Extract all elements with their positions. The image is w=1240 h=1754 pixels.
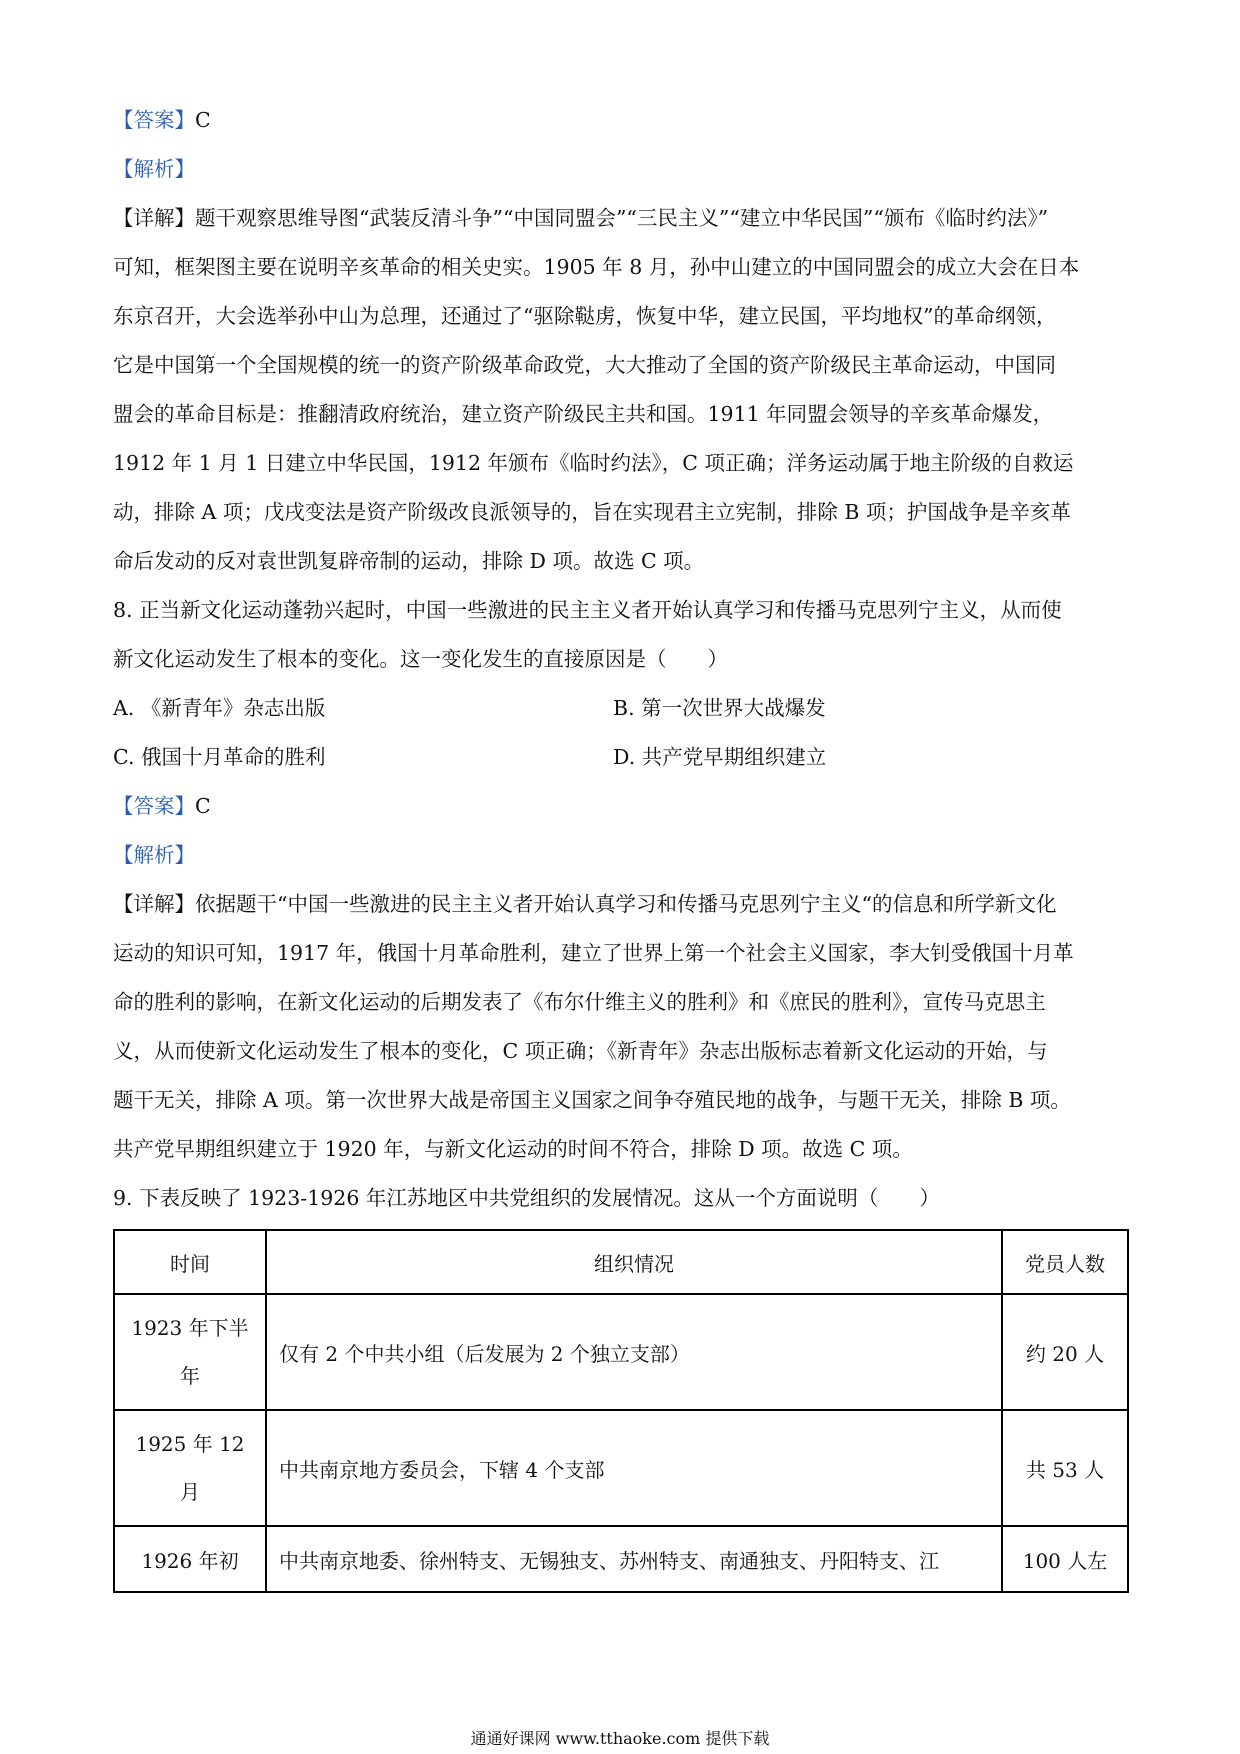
question-9: 9. 下表反映了 1923-1926 年江苏地区中共党组织的发展情况。这从一个方面说明（ ） [113,1186,940,1210]
detail-line: 运动的知识可知，1917 年，俄国十月革命胜利，建立了世界上第一个社会主义国家，李大钊受俄国十月革 [113,941,1074,965]
detail-line: 可知，框架图主要在说明辛亥革命的相关史实。1905 年 8 月，孙中山建立的中国同盟会的成立大会在日本 [113,255,1080,279]
detail-line: 【详解】题干观察思维导图“武装反清斗争”“中国同盟会”“三民主义”“建立中华民国”“颁布《临时约法》” [113,206,1049,230]
cell-text: 1923 年下半 [131,1316,249,1340]
table-header-cell: 时间 [114,1230,266,1294]
analysis-tag: 【解析】 [113,157,195,181]
answer-line [113,96,1133,145]
detail-line: 盟会的革命目标是：推翻清政府统治，建立资产阶级民主共和国。1911 年同盟会领导的辛亥革命爆发， [113,402,1054,426]
answer-tag: 【答案】 [113,108,195,132]
table-cell-org: 仅有 2 个中共小组（后发展为 2 个独立支部） [266,1294,1002,1410]
table-header-cell: 组织情况 [266,1230,1002,1294]
option-b: B. 第一次世界大战爆发 [613,696,826,720]
table-cell-org: 中共南京地方委员会，下辖 4 个支部 [266,1410,1002,1526]
cell-text: 1925 年 12 [135,1432,245,1456]
option-a: A. 《新青年》杂志出版 [113,696,326,720]
cell-text: 1926 年初 [141,1548,239,1573]
table-row [114,1294,1128,1410]
detail-line: 命的胜利的影响，在新文化运动的后期发表了《布尔什维主义的胜利》和《庶民的胜利》，宣传马克思主 [113,990,1046,1014]
option-row [113,733,1133,782]
detail-line: 它是中国第一个全国规模的统一的资产阶级革命政党，大大推动了全国的资产阶级民主革命运动，中国同 [113,353,1056,377]
question-line: 新文化运动发生了根本的变化。这一变化发生的直接原因是（ ） [113,647,728,671]
table-cell-count: 共 53 人 [1002,1410,1128,1526]
question-8 [113,586,1133,684]
option-c: C. 俄国十月革命的胜利 [113,745,326,769]
detail-line: 1912 年 1 月 1 日建立中华民国，1912 年颁布《临时约法》，C 项正确；洋务运动属于地主阶级的自救运 [113,451,1074,475]
table-cell-time [114,1526,266,1592]
table-cell-count: 约 20 人 [1002,1294,1128,1410]
table-cell-org: 中共南京地委、徐州特支、无锡独支、苏州特支、南通独支、丹阳特支、江 [266,1526,1002,1592]
detail-line: 题干无关，排除 A 项。第一次世界大战是帝国主义国家之间争夺殖民地的战争，与题干无关，排除 B 项。 [113,1088,1071,1112]
detail-paragraph [113,194,1133,586]
option-row [113,684,1133,733]
document-page [113,96,1133,1593]
question-line: 8. 正当新文化运动蓬勃兴起时，中国一些激进的民主主义者开始认真学习和传播马克思列宁主义，从而使 [113,598,1062,622]
answer-line [113,782,1133,831]
detail-line: 命后发动的反对袁世凯复辟帝制的运动，排除 D 项。故选 C 项。 [113,549,705,573]
option-d: D. 共产党早期组织建立 [613,745,827,769]
page-footer: 通通好课网 www.tthaoke.com 提供下载 [470,1729,770,1748]
table-header-row [114,1230,1128,1294]
answer-tag: 【答案】 [113,794,195,818]
table-row [114,1526,1128,1592]
detail-line: 义，从而使新文化运动发生了根本的变化，C 项正确；《新青年》杂志出版标志着新文化运动的开始，与 [113,1039,1048,1063]
table-cell-time [114,1294,266,1410]
answer-value: C [195,108,211,132]
analysis-tag: 【解析】 [113,843,195,867]
table-header-cell: 党员人数 [1002,1230,1128,1294]
table-cell-count: 100 人左 [1002,1526,1128,1592]
cell-text: 月 [180,1480,200,1504]
detail-line: 共产党早期组织建立于 1920 年，与新文化运动的时间不符合，排除 D 项。故选 C 项。 [113,1137,913,1161]
data-table [113,1229,1129,1593]
detail-line: 【详解】依据题干“中国一些激进的民主主义者开始认真学习和传播马克思列宁主义“的信息和所学新文化 [113,892,1057,916]
cell-text: 年 [180,1364,200,1388]
detail-line: 动，排除 A 项；戊戌变法是资产阶级改良派领导的，旨在实现君主立宪制，排除 B 项；护国战争是辛亥革 [113,500,1071,524]
answer-value: C [195,794,211,818]
table-cell-time [114,1410,266,1526]
detail-line: 东京召开，大会选举孙中山为总理，还通过了“驱除鞑虏，恢复中华，建立民国，平均地权”的革命纲领， [113,304,1057,328]
detail-paragraph [113,880,1133,1174]
table-row [114,1410,1128,1526]
